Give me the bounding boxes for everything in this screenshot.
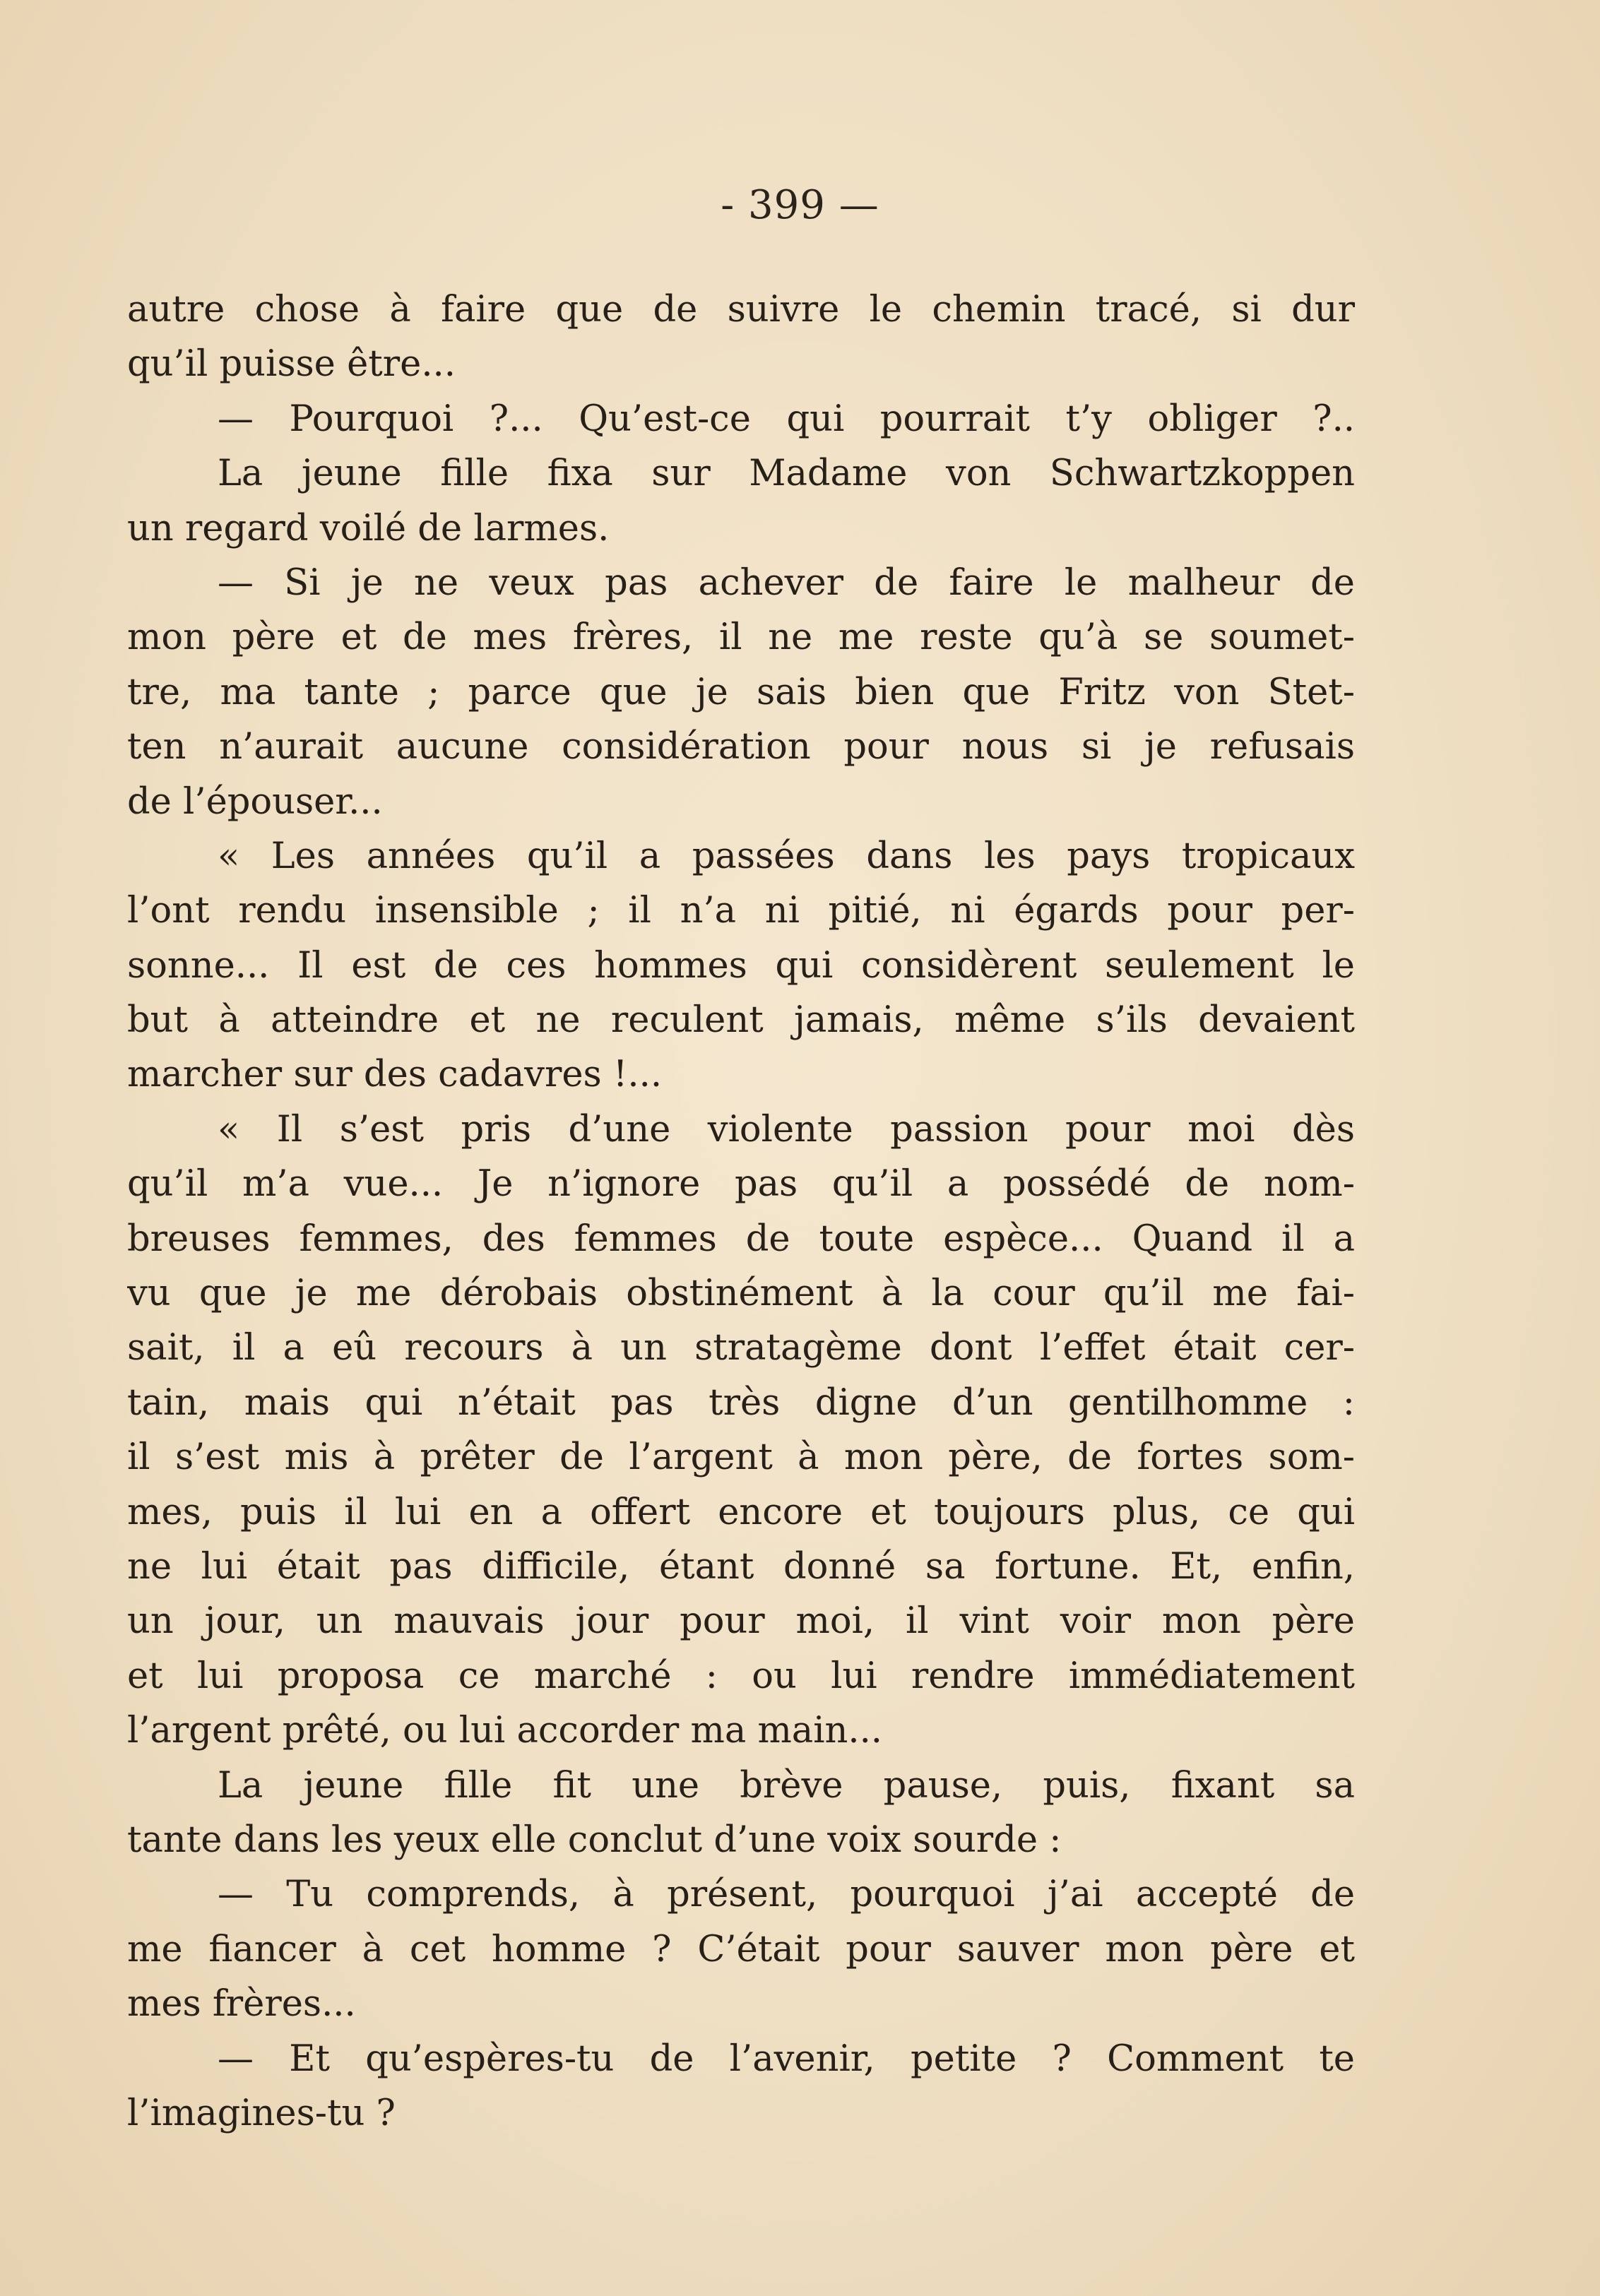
text-line: ne lui était pas difficile, étant donné sa fortune. Et, enfin, xyxy=(127,1545,1355,1588)
body-text xyxy=(127,282,1355,2141)
text-line: « Les années qu’il a passées dans les pays tropicaux xyxy=(218,835,1355,877)
text-line: La jeune fille fixa sur Madame von Schwartzkoppen xyxy=(218,453,1355,495)
text-line: tre, ma tante ; parce que je sais bien que Fritz von Stet- xyxy=(127,671,1355,713)
text-line: il s’est mis à prêter de l’argent à mon père, de fortes som- xyxy=(127,1437,1355,1479)
text-line: mes frères... xyxy=(127,1983,356,2026)
text-line: tain, mais qui n’était pas très digne d’un gentilhomme : xyxy=(127,1381,1355,1424)
text-line: — Si je ne veux pas achever de faire le malheur de xyxy=(218,561,1355,604)
text-line: marcher sur des cadavres !... xyxy=(127,1054,663,1096)
text-line: l’argent prêté, ou lui accorder ma main... xyxy=(127,1710,883,1752)
text-line: de l’épouser... xyxy=(127,780,383,823)
text-line: un regard voilé de larmes. xyxy=(127,507,610,549)
text-line: but à atteindre et ne reculent jamais, même s’ils devaient xyxy=(127,999,1355,1042)
text-line: mon père et de mes frères, il ne me reste qu’à se soumet- xyxy=(127,617,1355,659)
text-line: — Et qu’espères-tu de l’avenir, petite ? Comment te xyxy=(218,2038,1355,2080)
text-line: autre chose à faire que de suivre le chemin tracé, si dur xyxy=(127,289,1355,331)
text-line: l’imagines-tu ? xyxy=(127,2092,396,2134)
text-line: sonne... Il est de ces hommes qui considèrent seulement le xyxy=(127,944,1355,987)
text-line: sait, il a eû recours à un stratagème dont l’effet était cer- xyxy=(127,1327,1355,1369)
text-line: La jeune fille fit une brève pause, puis, fixant sa xyxy=(218,1764,1355,1807)
text-line: — Pourquoi ?... Qu’est-ce qui pourrait t’y obliger ?.. xyxy=(218,398,1355,440)
text-line: mes, puis il lui en a offert encore et toujours plus, ce qui xyxy=(127,1491,1355,1533)
text-line: me fiancer à cet homme ? C’était pour sauver mon père et xyxy=(127,1928,1355,1970)
text-line: l’ont rendu insensible ; il n’a ni pitié, ni égards pour per- xyxy=(127,890,1355,932)
text-line: tante dans les yeux elle conclut d’une voix sourde : xyxy=(127,1819,1062,1861)
text-line: vu que je me dérobais obstinément à la cour qu’il me fai- xyxy=(127,1273,1355,1315)
text-line: breuses femmes, des femmes de toute espèce... Quand il a xyxy=(127,1218,1355,1260)
text-line: qu’il puisse être... xyxy=(127,343,456,386)
text-line: qu’il m’a vue... Je n’ignore pas qu’il a possédé de nom- xyxy=(127,1163,1355,1206)
text-line: — Tu comprends, à présent, pourquoi j’ai accepté de xyxy=(218,1874,1355,1916)
page-number: - 399 — xyxy=(721,182,879,228)
text-line: ten n’aurait aucune considération pour nous si je refusais xyxy=(127,726,1355,768)
text-line: « Il s’est pris d’une violente passion pour moi dès xyxy=(218,1108,1355,1150)
text-line: un jour, un mauvais jour pour moi, il vint voir mon père xyxy=(127,1600,1355,1643)
text-line: et lui proposa ce marché : ou lui rendre immédiatement xyxy=(127,1655,1355,1697)
